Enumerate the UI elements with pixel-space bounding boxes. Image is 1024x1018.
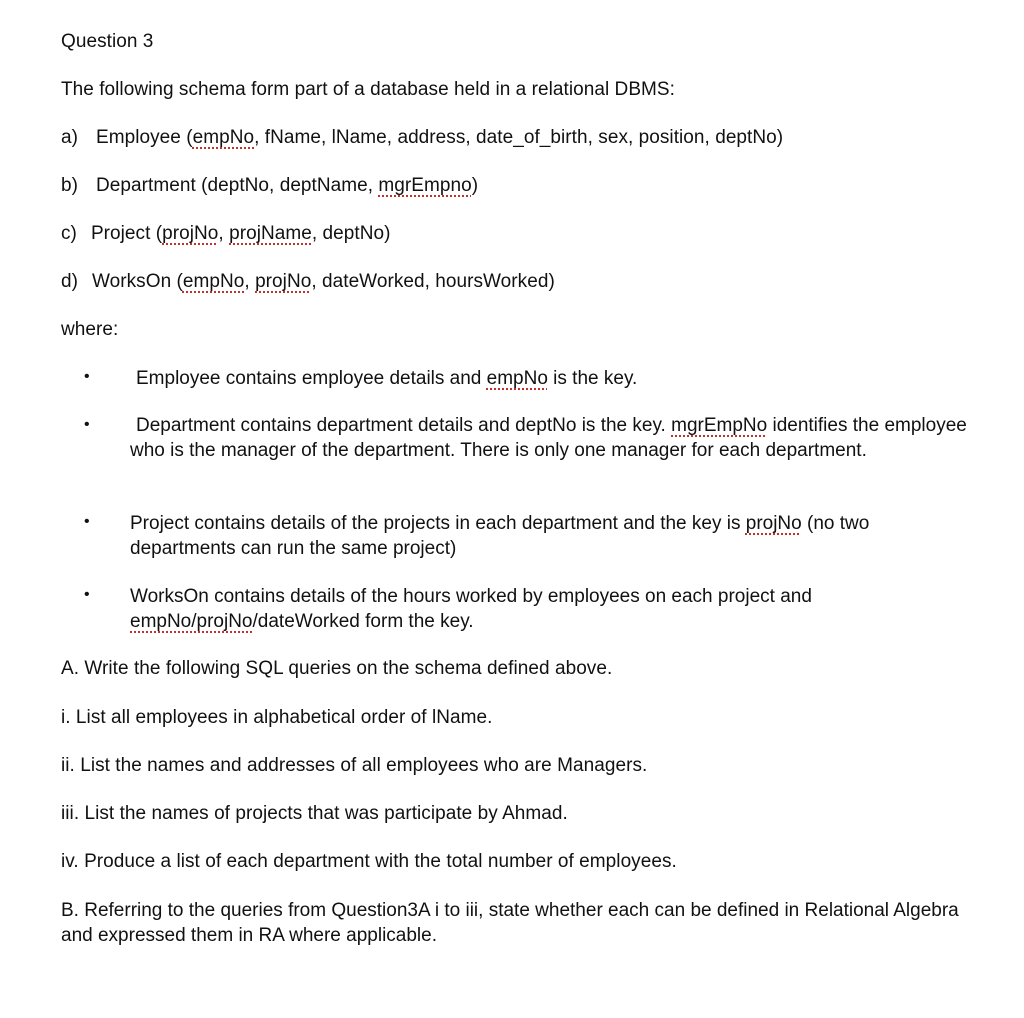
- part-a-item: iv. Produce a list of each department with the total number of employees.: [61, 851, 677, 872]
- key-field: projNo: [745, 513, 802, 534]
- schema-item-project: [61, 222, 390, 246]
- schema-text: ,: [244, 271, 256, 292]
- schema-label: d): [61, 271, 78, 292]
- key-field: empNo/projNo: [130, 611, 253, 632]
- schema-text: Department (deptNo, deptName,: [96, 175, 379, 196]
- key-field: projNo: [255, 271, 312, 292]
- key-field: mgrEmpno: [378, 175, 472, 196]
- schema-label: b): [61, 175, 78, 196]
- key-field: projName: [229, 223, 312, 244]
- schema-text: Employee (: [96, 127, 193, 148]
- bullet-text: identifies the employee who is the manager of the department. There is only one manager for each department.: [130, 415, 967, 461]
- schema-text: , deptNo): [311, 223, 391, 244]
- part-a-item: i. List all employees in alphabetical order of lName.: [61, 707, 493, 728]
- key-field: projNo: [162, 223, 219, 244]
- bullet-marker: •: [84, 416, 90, 433]
- bullet-marker: •: [84, 513, 90, 530]
- bullet-text: /dateWorked form the key.: [252, 611, 474, 632]
- where-label: where:: [61, 319, 119, 340]
- schema-text: WorksOn (: [92, 271, 183, 292]
- key-field: empNo: [486, 368, 548, 389]
- bullet-text: Project contains details of the projects in each department and the key is: [130, 513, 746, 534]
- schema-label: c): [61, 223, 77, 244]
- schema-item-department: [61, 174, 478, 198]
- schema-text: , fName, lName, address, date_of_birth, sex, position, deptNo): [254, 127, 784, 148]
- schema-item-workson: [61, 270, 555, 294]
- bullet-item-project: [130, 511, 980, 561]
- bullet-marker: •: [84, 368, 90, 385]
- bullet-text: is the key.: [547, 368, 638, 389]
- part-b-text: B. Referring to the queries from Question3A i to iii, state whether each can be defined in Relational Algebra and expressed them in RA where applicable.: [61, 900, 959, 946]
- bullet-item-employee: [130, 366, 980, 391]
- key-field: mgrEmpNo: [671, 415, 768, 436]
- bullet-text: Employee contains employee details and: [136, 368, 487, 389]
- question-heading: Question 3: [61, 31, 154, 52]
- schema-text: , dateWorked, hoursWorked): [311, 271, 555, 292]
- schema-text: Project (: [90, 223, 163, 244]
- bullet-item-workson: [130, 584, 980, 634]
- intro-text: The following schema form part of a database held in a relational DBMS:: [61, 79, 675, 100]
- key-field: empNo: [182, 271, 245, 292]
- schema-text: ,: [218, 223, 230, 244]
- schema-item-employee: [61, 126, 783, 150]
- part-a-item: iii. List the names of projects that was participate by Ahmad.: [61, 803, 568, 824]
- schema-label: a): [61, 127, 78, 148]
- bullet-marker: •: [84, 586, 90, 603]
- part-a-heading: A. Write the following SQL queries on the schema defined above.: [61, 658, 613, 679]
- bullet-item-department: [130, 413, 980, 463]
- bullet-text: Department contains department details and deptNo is the key.: [136, 415, 672, 436]
- part-a-item: ii. List the names and addresses of all employees who are Managers.: [61, 755, 648, 776]
- bullet-text: WorksOn contains details of the hours worked by employees on each project and: [130, 586, 812, 607]
- key-field: empNo: [192, 127, 255, 148]
- schema-text: ): [471, 175, 479, 196]
- bullet-text: (no two departments can run the same project): [130, 513, 870, 559]
